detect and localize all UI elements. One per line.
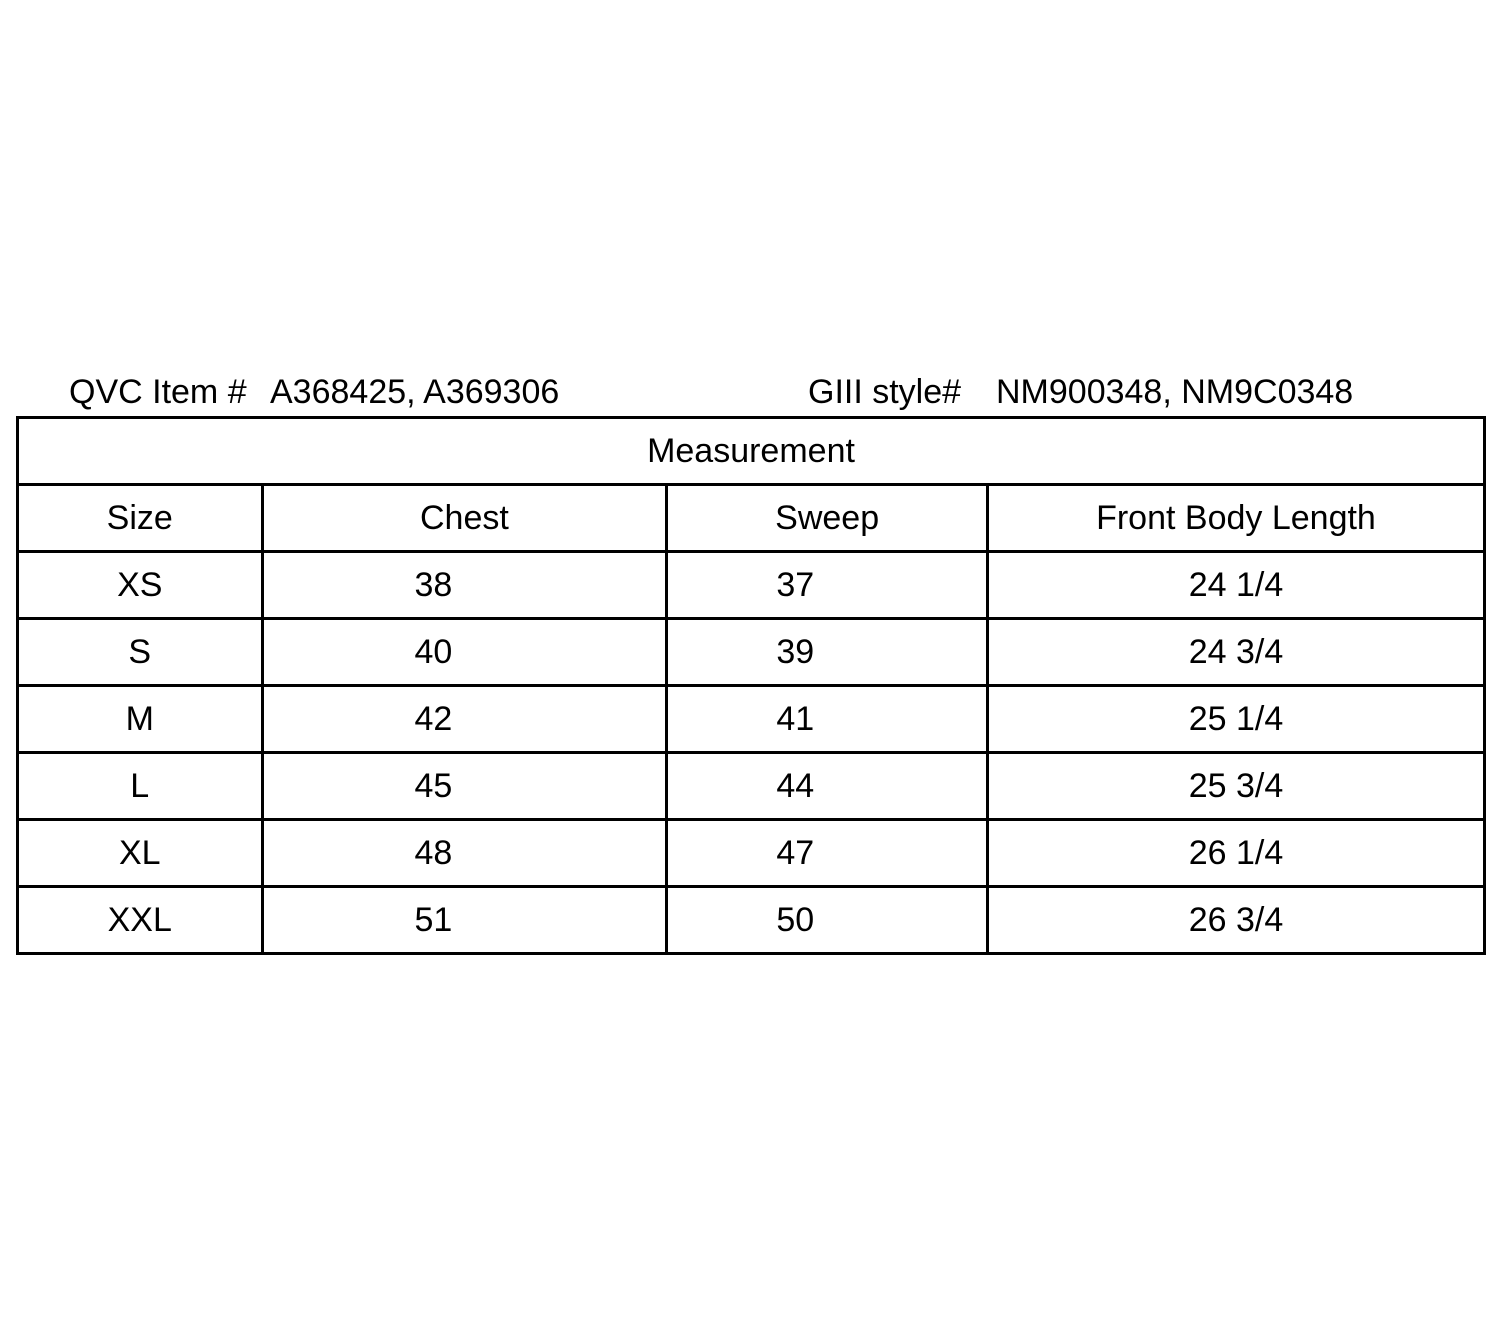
front-body-length-cell: 26 1/4 — [987, 820, 1484, 887]
sweep-cell: 47 — [667, 820, 988, 887]
qvc-item-numbers: A368425, A369306 — [270, 373, 560, 411]
column-header-chest: Chest — [262, 485, 667, 552]
chest-cell: 42 — [262, 686, 667, 753]
giii-style-label: GIII style# — [808, 373, 962, 411]
table-title-row — [18, 418, 1485, 485]
size-cell: L — [18, 753, 263, 820]
front-body-length-cell: 26 3/4 — [987, 887, 1484, 954]
front-body-length-cell: 25 3/4 — [987, 753, 1484, 820]
column-header-sweep: Sweep — [667, 485, 988, 552]
table-row — [18, 552, 1485, 619]
table-row — [18, 686, 1485, 753]
table-header-row — [18, 485, 1485, 552]
table-row — [18, 753, 1485, 820]
size-cell: S — [18, 619, 263, 686]
sweep-cell: 39 — [667, 619, 988, 686]
chest-cell: 38 — [262, 552, 667, 619]
table-row — [18, 619, 1485, 686]
giii-style-numbers: NM900348, NM9C0348 — [996, 373, 1354, 411]
front-body-length-cell: 24 3/4 — [987, 619, 1484, 686]
chest-cell: 51 — [262, 887, 667, 954]
chest-cell: 40 — [262, 619, 667, 686]
size-cell: XS — [18, 552, 263, 619]
front-body-length-cell: 24 1/4 — [987, 552, 1484, 619]
size-cell: XXL — [18, 887, 263, 954]
sweep-cell: 44 — [667, 753, 988, 820]
chest-cell: 45 — [262, 753, 667, 820]
column-header-size: Size — [18, 485, 263, 552]
size-cell: XL — [18, 820, 263, 887]
sweep-cell: 50 — [667, 887, 988, 954]
front-body-length-cell: 25 1/4 — [987, 686, 1484, 753]
sweep-cell: 37 — [667, 552, 988, 619]
measurement-table — [16, 416, 1486, 955]
sweep-cell: 41 — [667, 686, 988, 753]
chest-cell: 48 — [262, 820, 667, 887]
qvc-item-label: QVC Item # — [69, 373, 247, 411]
table-row — [18, 820, 1485, 887]
column-header-front-body-length: Front Body Length — [987, 485, 1484, 552]
size-cell: M — [18, 686, 263, 753]
table-row — [18, 887, 1485, 954]
table-title: Measurement — [18, 418, 1485, 485]
